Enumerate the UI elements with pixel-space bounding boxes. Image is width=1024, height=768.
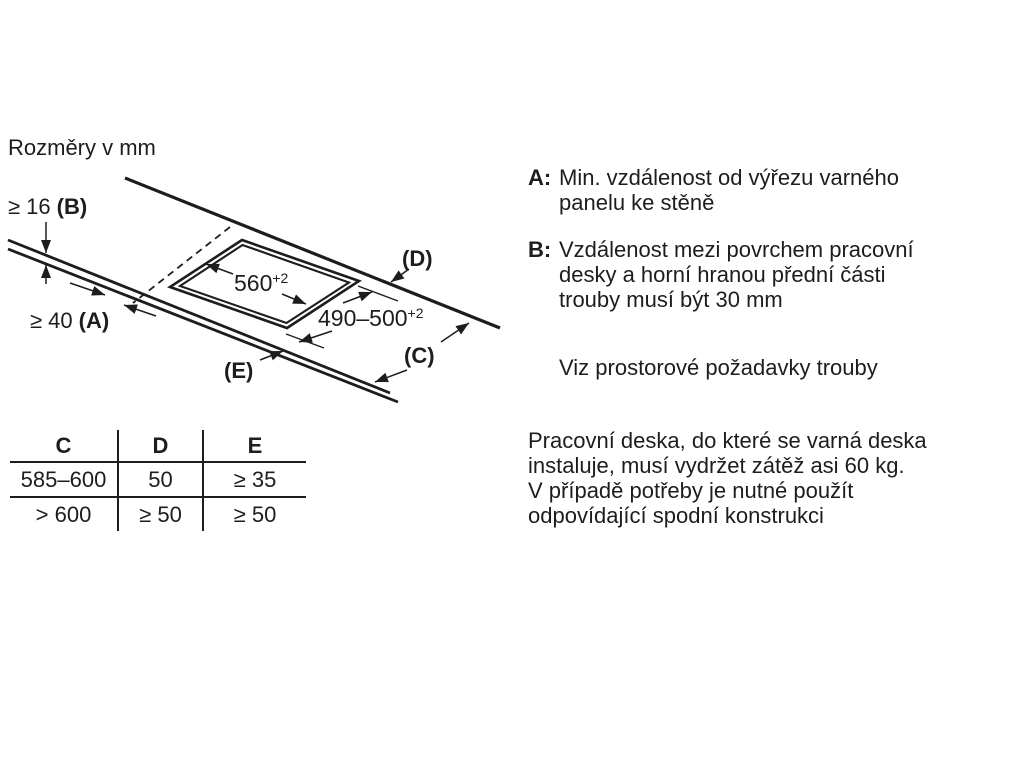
note-b-key: B: [528,237,552,262]
table-row [10,462,306,497]
cutout-depth-arrow-down [299,331,332,342]
note-a-text: Min. vzdálenost od výřezu varného panelu ke stěně [559,165,899,215]
page-title: Rozměry v mm [8,135,156,160]
table-cell: ≥ 50 [233,501,277,527]
note-see-oven-requirements: Viz prostorové požadavky trouby [559,355,878,380]
table-cell: 585–600 [10,462,118,497]
table-header-c: C [10,430,118,462]
note-b [528,237,914,312]
cutout-width-arrow-left [206,264,233,274]
label-c-arrow-down [375,370,407,382]
cutout-depth-label: $490-500^{+2}$ [318,305,424,331]
note-b-text: Vzdálenost mezi povrchem pracovní desky a horní hranou přední části trouby musí být 30 mm [559,237,914,312]
label-c-arrow-up [441,323,469,342]
dimensions-table [10,430,306,531]
table-cell: ≥ 35 [203,462,306,497]
label-e: (E) [224,358,254,383]
label-d: (D) [402,246,433,271]
table-header-row [10,430,306,462]
wall-distance-label: ≥ 40 (A) [30,308,110,333]
table-header-e: E [203,430,306,462]
cutout-width-arrow-right [282,294,306,304]
note-a [528,165,899,215]
label-c: (C) [404,343,435,368]
table-cell: 50 [118,462,203,497]
cutout-depth-extension-line-top [358,286,398,301]
note-a-key: A: [528,165,552,190]
cutout-width-label: $560^{+2}$ [234,270,289,296]
table-row [10,497,306,531]
note-worktop-load: Pracovní deska, do které se varná deska instaluje, musí vydržet zátěž asi 60 kg. V případě potřeby je nutné použít odpovídající spodní konstrukci [528,428,927,528]
installation-diagram [0,160,520,420]
table-cell: ≥ 50 [118,497,203,531]
table-cell: > 600 [10,497,118,531]
cutout-depth-arrow-up [343,292,372,303]
thickness-label: ≥ 16 (B) [8,194,88,219]
table-header-d: D [118,430,203,462]
